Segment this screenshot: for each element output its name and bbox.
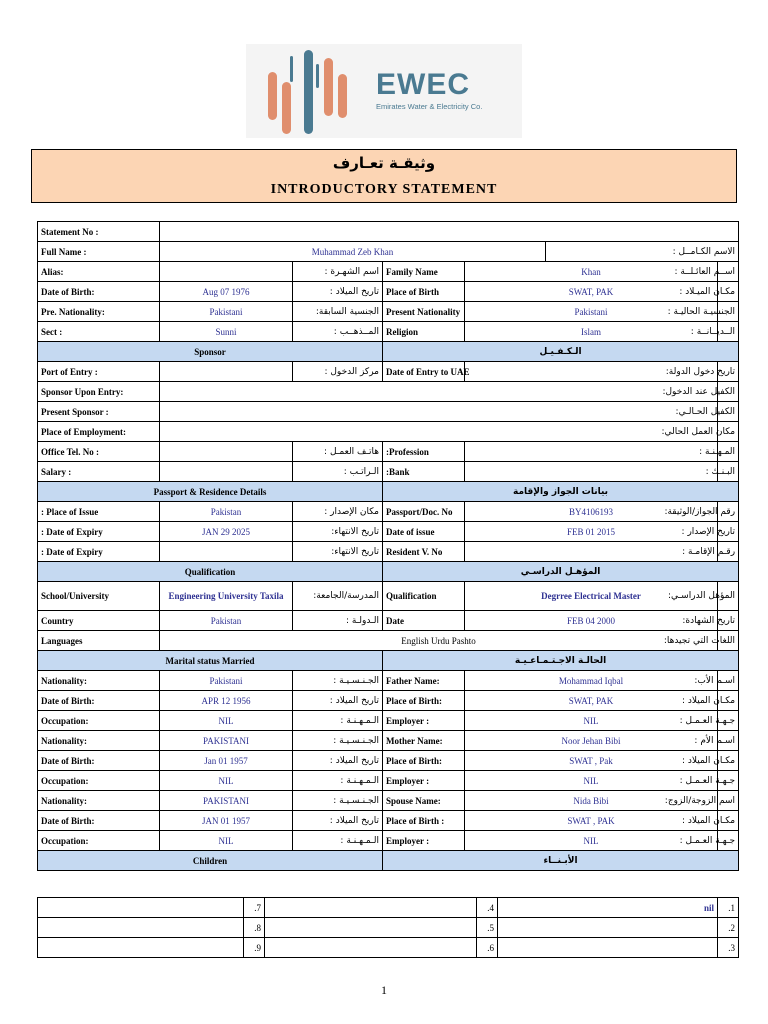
child-6-field[interactable] bbox=[265, 938, 477, 958]
occupation-label: Occupation: bbox=[38, 771, 160, 791]
occupation-label: Occupation: bbox=[38, 711, 160, 731]
place-employment-field[interactable] bbox=[160, 422, 718, 442]
present-sponsor-field[interactable] bbox=[160, 402, 718, 422]
occupation-field[interactable]: NIL bbox=[160, 771, 293, 791]
full-name-label: Full Name : bbox=[38, 242, 160, 262]
section-passport: Passport & Residence Details bbox=[38, 482, 383, 502]
father-employer-label: Employer : bbox=[383, 711, 465, 731]
logo-bar bbox=[338, 74, 347, 118]
alias-label-ar: اسم الشهـرة : bbox=[293, 262, 383, 282]
profession-label: :Profession bbox=[383, 442, 465, 462]
sect-field[interactable]: Sunni bbox=[160, 322, 293, 342]
father-employer-field[interactable]: NIL bbox=[465, 711, 718, 731]
qualification-field[interactable]: Degrree Electrical Master bbox=[465, 582, 718, 611]
father-name-label: Father Name: bbox=[383, 671, 465, 691]
section-qualification: Qualification bbox=[38, 562, 383, 582]
sect-label-ar: المــذهــب : bbox=[293, 322, 383, 342]
dob-field[interactable]: Jan 01 1957 bbox=[160, 751, 293, 771]
passport-no-label-ar: رقم الجواز/الوثيقة: bbox=[718, 502, 739, 522]
residence-expiry-field[interactable] bbox=[160, 542, 293, 562]
bank-label-ar: البـنـك : bbox=[718, 462, 739, 482]
occupation-field[interactable]: NIL bbox=[160, 711, 293, 731]
dob-field[interactable]: JAN 01 1957 bbox=[160, 811, 293, 831]
sponsor-entry-label: Sponsor Upon Entry: bbox=[38, 382, 160, 402]
statement-no-field[interactable] bbox=[160, 222, 739, 242]
religion-label: Religion bbox=[383, 322, 465, 342]
sponsor-entry-field[interactable] bbox=[160, 382, 718, 402]
dob-field[interactable]: Aug 07 1976 bbox=[160, 282, 293, 302]
title-english: INTRODUCTORY STATEMENT bbox=[270, 182, 498, 197]
father-pob-field[interactable]: SWAT, PAK bbox=[465, 691, 718, 711]
nationality-field[interactable]: PAKISTANI bbox=[160, 791, 293, 811]
present-nationality-field[interactable]: Pakistani bbox=[465, 302, 718, 322]
date-expiry-label: : Date of Expiry bbox=[38, 522, 160, 542]
father-employer-label-ar: جـهـة العـمـل : bbox=[718, 711, 739, 731]
logo-bar bbox=[282, 82, 291, 134]
school-field[interactable]: Engineering University Taxila bbox=[160, 582, 293, 611]
father-pob-label: Place of Birth: bbox=[383, 691, 465, 711]
date-issue-label-ar: تاريخ الإصدار : bbox=[718, 522, 739, 542]
office-tel-field[interactable] bbox=[160, 442, 293, 462]
statement-form bbox=[37, 221, 739, 871]
nationality-label: Nationality: bbox=[38, 671, 160, 691]
spouse-name-field[interactable]: Nida Bibi bbox=[465, 791, 718, 811]
date-entry-label: Date of Entry to UAE bbox=[383, 362, 465, 382]
profession-field[interactable] bbox=[465, 442, 718, 462]
spouse-name-label: Spouse Name: bbox=[383, 791, 465, 811]
mother-name-label-ar: اسـم الأم : bbox=[718, 731, 739, 751]
resident-no-label: Resident V. No bbox=[383, 542, 465, 562]
child-7-field[interactable] bbox=[38, 898, 244, 918]
passport-no-field[interactable]: BY4106193 bbox=[465, 502, 718, 522]
child-2-number: .2 bbox=[718, 918, 739, 938]
logo-bar bbox=[304, 50, 313, 134]
child-4-number: .4 bbox=[477, 898, 498, 918]
section-marital: Marital status Married bbox=[38, 651, 383, 671]
spouse-employer-field[interactable]: NIL bbox=[465, 831, 718, 851]
spouse-employer-label: Employer : bbox=[383, 831, 465, 851]
date-label-ar: تاريخ الشهادة: bbox=[718, 611, 739, 631]
child-9-number: .9 bbox=[244, 938, 265, 958]
pre-nationality-label: Pre. Nationality: bbox=[38, 302, 160, 322]
statement-no-label: Statement No : bbox=[38, 222, 160, 242]
residence-expiry-label: : Date of Expiry bbox=[38, 542, 160, 562]
mother-name-label: Mother Name: bbox=[383, 731, 465, 751]
child-5-number: .5 bbox=[477, 918, 498, 938]
occupation-field[interactable]: NIL bbox=[160, 831, 293, 851]
resident-no-label-ar: رقـم الإقامـة : bbox=[718, 542, 739, 562]
mother-name-field[interactable]: Noor Jehan Bibi bbox=[465, 731, 718, 751]
occupation-label-ar: الـمـهـنـة : bbox=[293, 831, 383, 851]
pob-field[interactable]: SWAT, PAK bbox=[465, 282, 718, 302]
date-entry-label-ar: تاريخ دخول الدولة: bbox=[718, 362, 739, 382]
residence-expiry-label-ar: تاريخ الانتهاء: bbox=[293, 542, 383, 562]
occupation-label-ar: الـمـهـنـة : bbox=[293, 771, 383, 791]
religion-label-ar: الــديــانــة : bbox=[718, 322, 739, 342]
spouse-pob-label: Place of Birth : bbox=[383, 811, 465, 831]
full-name-field[interactable]: Muhammad Zeb Khan bbox=[160, 242, 546, 262]
section-sponsor: Sponsor bbox=[38, 342, 383, 362]
section-children-ar: الأبـنــاء bbox=[383, 851, 739, 871]
profession-label-ar: المـهـنـة : bbox=[718, 442, 739, 462]
logo-tagline: Emirates Water & Electricity Co. bbox=[376, 102, 483, 111]
office-tel-label-ar: هاتـف العمـل : bbox=[293, 442, 383, 462]
place-employment-label: Place of Employment: bbox=[38, 422, 160, 442]
mother-pob-field[interactable]: SWAT , Pak bbox=[465, 751, 718, 771]
logo-bar bbox=[316, 64, 319, 88]
family-name-field[interactable]: Khan bbox=[465, 262, 718, 282]
dob-label: Date of Birth: bbox=[38, 691, 160, 711]
country-label-ar: الـدولـة : bbox=[293, 611, 383, 631]
child-9-field[interactable] bbox=[38, 938, 244, 958]
resident-no-field[interactable] bbox=[465, 542, 718, 562]
qualification-label: Qualification bbox=[383, 582, 465, 611]
spouse-employer-label-ar: جـهـة العـمـل : bbox=[718, 831, 739, 851]
date-issue-field[interactable]: FEB 01 2015 bbox=[465, 522, 718, 542]
languages-label: Languages bbox=[38, 631, 160, 651]
title-arabic: وثيقـة تعـارف bbox=[332, 154, 436, 172]
children-table bbox=[37, 897, 739, 958]
page-number: 1 bbox=[381, 983, 387, 997]
mother-pob-label-ar: مكـان الميلاد : bbox=[718, 751, 739, 771]
nationality-label: Nationality: bbox=[38, 791, 160, 811]
school-label-ar: المدرسة/الجامعة: bbox=[293, 582, 383, 611]
languages-field[interactable]: English Urdu Pashto bbox=[160, 631, 718, 651]
logo-wordmark: EWEC bbox=[376, 68, 470, 101]
country-field[interactable]: Pakistan bbox=[160, 611, 293, 631]
father-name-field[interactable]: Mohammad Iqbal bbox=[465, 671, 718, 691]
dob-label: Date of Birth: bbox=[38, 811, 160, 831]
dob-label: Date of Birth: bbox=[38, 751, 160, 771]
date-label: Date bbox=[383, 611, 465, 631]
ewec-logo bbox=[246, 44, 522, 138]
bank-label: :Bank bbox=[383, 462, 465, 482]
place-issue-label-ar: مكان الإصدار : bbox=[293, 502, 383, 522]
dob-field[interactable]: APR 12 1956 bbox=[160, 691, 293, 711]
mother-pob-label: Place of Birth: bbox=[383, 751, 465, 771]
dob-label-ar: تاريخ الميلاد : bbox=[293, 282, 383, 302]
date-issue-label: Date of issue bbox=[383, 522, 465, 542]
office-tel-label: Office Tel. No : bbox=[38, 442, 160, 462]
pre-nationality-label-ar: الجنسية السابقة: bbox=[293, 302, 383, 322]
section-passport-ar: بيانات الجواز والإقامة bbox=[383, 482, 739, 502]
child-3-field[interactable] bbox=[498, 938, 718, 958]
date-expiry-field[interactable]: JAN 29 2025 bbox=[160, 522, 293, 542]
salary-label: Salary : bbox=[38, 462, 160, 482]
full-name-label-ar: الاسم الكـامــل : bbox=[546, 242, 739, 262]
dob-label-ar: تاريخ الميلاد : bbox=[293, 691, 383, 711]
child-5-field[interactable] bbox=[265, 918, 477, 938]
pre-nationality-field[interactable]: Pakistani bbox=[160, 302, 293, 322]
spouse-pob-field[interactable]: SWAT , PAK bbox=[465, 811, 718, 831]
child-7-number: .7 bbox=[244, 898, 265, 918]
nationality-field[interactable]: PAKISTANI bbox=[160, 731, 293, 751]
port-of-entry-label: Port of Entry : bbox=[38, 362, 160, 382]
bank-field[interactable] bbox=[465, 462, 718, 482]
pob-label: Place of Birth bbox=[383, 282, 465, 302]
passport-no-label: Passport/Doc. No bbox=[383, 502, 465, 522]
school-label: School/University bbox=[38, 582, 160, 611]
mother-employer-label-ar: جـهـة العـمـل : bbox=[718, 771, 739, 791]
religion-field[interactable]: Islam bbox=[465, 322, 718, 342]
port-of-entry-label-ar: مركز الدخول : bbox=[293, 362, 383, 382]
salary-field[interactable] bbox=[160, 462, 293, 482]
present-sponsor-label-ar: الكفيل الحـالـي: bbox=[718, 402, 739, 422]
child-8-number: .8 bbox=[244, 918, 265, 938]
dob-label: Date of Birth: bbox=[38, 282, 160, 302]
qualification-label-ar: المؤهل الدراسـي: bbox=[718, 582, 739, 611]
father-pob-label-ar: مكـان الميلاد : bbox=[718, 691, 739, 711]
nationality-field[interactable]: Pakistani bbox=[160, 671, 293, 691]
title-banner bbox=[31, 149, 737, 203]
salary-label-ar: الـراتـب : bbox=[293, 462, 383, 482]
languages-label-ar: اللغات التي تجيدها: bbox=[718, 631, 739, 651]
mother-employer-field[interactable]: NIL bbox=[465, 771, 718, 791]
child-3-number: .3 bbox=[718, 938, 739, 958]
present-nationality-label: Present Nationality bbox=[383, 302, 465, 322]
child-2-field[interactable] bbox=[498, 918, 718, 938]
dob-label-ar: تاريخ الميلاد : bbox=[293, 811, 383, 831]
sponsor-entry-label-ar: الكفيل عند الدخول: bbox=[718, 382, 739, 402]
section-children: Children bbox=[38, 851, 383, 871]
mother-employer-label: Employer : bbox=[383, 771, 465, 791]
present-nationality-label-ar: الجنسيـة الحاليـة : bbox=[718, 302, 739, 322]
logo-bar bbox=[290, 56, 293, 82]
date-field[interactable]: FEB 04 2000 bbox=[465, 611, 718, 631]
family-name-label-ar: اســم العائـلــة : bbox=[718, 262, 739, 282]
nationality-label-ar: الجـنـسـيـة : bbox=[293, 671, 383, 691]
logo-bar bbox=[268, 72, 277, 120]
nationality-label: Nationality: bbox=[38, 731, 160, 751]
occupation-label-ar: الـمـهـنـة : bbox=[293, 711, 383, 731]
place-issue-field[interactable]: Pakistan bbox=[160, 502, 293, 522]
nationality-label-ar: الجـنـسـيـة : bbox=[293, 731, 383, 751]
port-of-entry-field[interactable] bbox=[160, 362, 293, 382]
child-6-number: .6 bbox=[477, 938, 498, 958]
child-1-field[interactable]: nil bbox=[498, 898, 718, 918]
place-employment-label-ar: مكان العمل الحالي: bbox=[718, 422, 739, 442]
present-sponsor-label: Present Sponsor : bbox=[38, 402, 160, 422]
sect-label: Sect : bbox=[38, 322, 160, 342]
father-name-label-ar: اسـم الأب: bbox=[718, 671, 739, 691]
section-marital-ar: الحالـة الاجـتـمـاعـيـة bbox=[383, 651, 739, 671]
section-sponsor-ar: الـكـفـيـل bbox=[383, 342, 739, 362]
child-4-field[interactable] bbox=[265, 898, 477, 918]
nationality-label-ar: الجـنـسـيـة : bbox=[293, 791, 383, 811]
dob-label-ar: تاريخ الميلاد : bbox=[293, 751, 383, 771]
child-1-number: .1 bbox=[718, 898, 739, 918]
date-expiry-label-ar: تاريخ الانتهاء: bbox=[293, 522, 383, 542]
section-qualification-ar: المؤهـل الدراسـي bbox=[383, 562, 739, 582]
spouse-name-label-ar: اسم الزوجة/الزوج: bbox=[718, 791, 739, 811]
occupation-label: Occupation: bbox=[38, 831, 160, 851]
alias-label: Alias: bbox=[38, 262, 160, 282]
alias-field[interactable] bbox=[160, 262, 293, 282]
country-label: Country bbox=[38, 611, 160, 631]
child-8-field[interactable] bbox=[38, 918, 244, 938]
pob-label-ar: مكـان الميـلاد : bbox=[718, 282, 739, 302]
logo-bar bbox=[324, 58, 333, 116]
family-name-label: Family Name bbox=[383, 262, 465, 282]
place-issue-label: : Place of Issue bbox=[38, 502, 160, 522]
spouse-pob-label-ar: مكـان الميلاد : bbox=[718, 811, 739, 831]
